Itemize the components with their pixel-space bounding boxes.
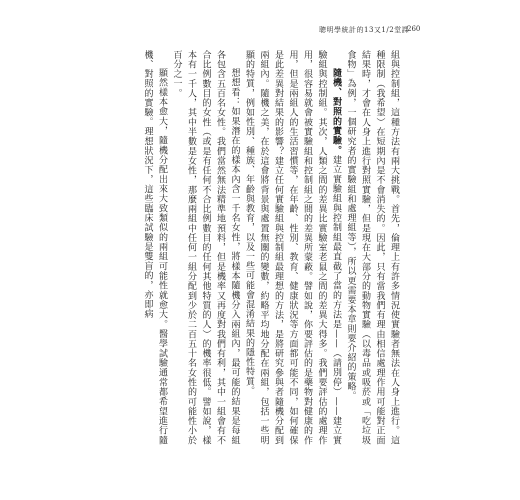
paragraph-2 xyxy=(242,50,344,445)
running-head: 聰明學統計的13又1/2堂課 xyxy=(319,26,410,34)
body-text xyxy=(140,50,401,445)
page-number: 260 xyxy=(407,25,421,33)
paragraph-1: 組與控制組，這種方法有兩大挑戰。首先，倫理上有許多情況使實驗者無法在人身上進行。這種限制（我希望）在短期內是不會消失的。因此，只有當我們有理由相信處理作用可能對正面結果時，才會在人身上進行對照實驗，但是現在大部分的動物實驗（以毒品或吸菸或「吃垃圾食物」為例，一個研究者的實驗組和處理組等），所以更需要本章則要介紹的策略。 xyxy=(345,50,399,445)
paragraph-3: 想想看：如果潛在的樣本內含一千名女性，將樣本隨機分入兩組內，最可能的結果是每組各包含五百名女性。我們當然無法精準地預料，但是機率又再度對我們有利，其中一組會有不合比例數目的女性（或是有任何不合比例數目的任何其他特質的人）的機率很低。譬如說，樣本有一千人，其中半數是女性，那麼兩組中任何一組分配到少於二百五十名女性的可能性小於百分之一。 xyxy=(171,50,240,445)
paragraph-4: 顯然樣本愈大，隨機分配出來大致類似的兩組可能性就愈大。醫學試驗通常都希望進行隨機、對照的實驗。理想狀況下，這些臨床試驗是雙盲的，亦即病 xyxy=(142,50,167,445)
section-heading: 隨機、對照的實驗。 xyxy=(331,68,341,156)
paragraph-2-text: 建立實驗組與控制組最直截了當的方法是——（請別停）——建立實驗組與控制組。其次，人類之間的差異比實驗室老鼠之間的差異大得多。我們要評估的處理作用，很容易就會被實驗組和控制組之間的差異所蒙蔽。譬如說，你要評估的是藥物對健康的作用，但是兩組人的生活習慣等，在年齡、性別、教育、健康狀況等方面都可能不同，如何確保是此差異對結果的影響？建立任何實驗組與控制組最理想的方法，是將研究參與者隨機分配到兩組內。隨機之美，在於這會將背景與處置無關的變數，約略平均地分配在兩組，包括一些明顯的特質，例如性別、種族、年齡與教育，以及一些可能會混淆結果的隱性特質。 xyxy=(244,50,341,445)
